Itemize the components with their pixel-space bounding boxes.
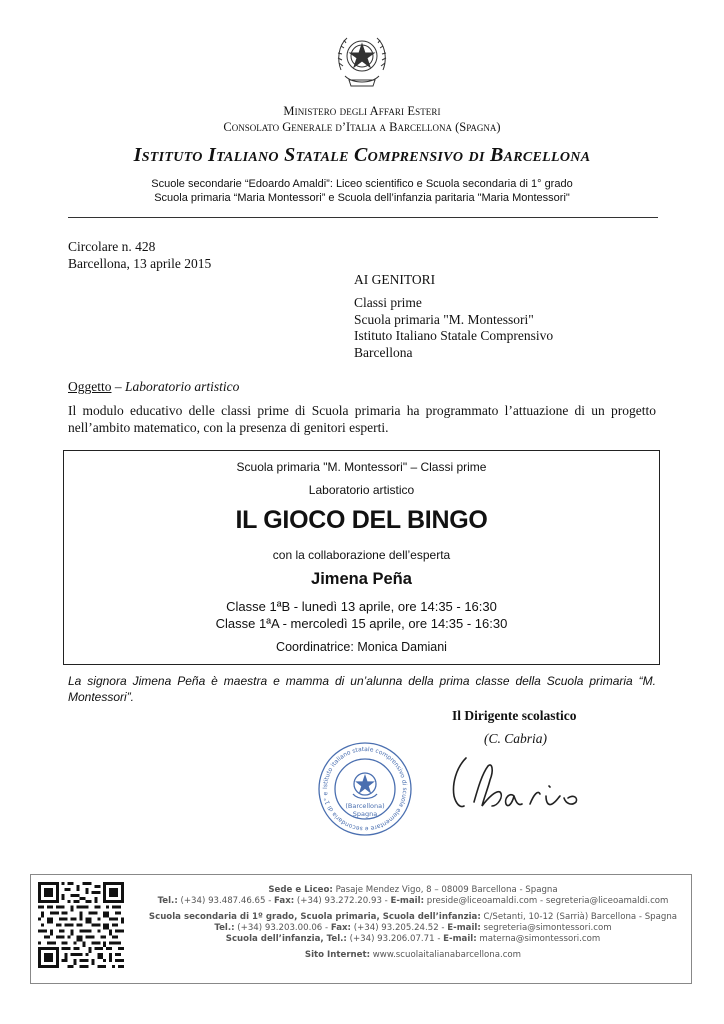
footer-infanzia-value: (+34) 93.206.07.71 - — [346, 934, 444, 944]
event-title: IL GIOCO DEL BINGO — [235, 506, 488, 534]
signatory-title: Il Dirigente scolastico — [452, 708, 577, 723]
footer-infanzia-label: Scuola dell’infanzia, Tel.: — [225, 934, 347, 944]
footer-secondaria-label: Scuola secondaria di 1º grado, Scuola primaria, Scuola dell’infanzia: — [148, 912, 481, 922]
recipient-line: Barcellona — [354, 344, 413, 360]
footer-fax1-label: Fax: — [274, 896, 295, 906]
subject-line — [68, 378, 239, 395]
footer-sede-label: Sede e Liceo: — [268, 885, 333, 895]
event-schedule-2: Classe 1ªA - mercoledì 15 aprile, ore 14:35 - 16:30 — [215, 616, 508, 631]
consolato-name: Consolato Generale d’Italia a Barcellona (Spagna) — [223, 120, 501, 134]
italian-emblem-icon — [335, 30, 389, 92]
stamp-city: (Barcellona) — [345, 802, 385, 810]
stamp-ring-text: Istituto italiano statale comprensivo di scuola elementare e secondaria di 1° e — [321, 745, 409, 833]
footer-email3-value[interactable]: materna@simontessori.com — [476, 934, 601, 944]
signatory-name: (C. Cabria) — [484, 731, 548, 746]
footer-website-line — [134, 950, 692, 960]
recipients-block — [354, 295, 553, 361]
footer-tel2-value: (+34) 93.203.00.06 - — [234, 923, 331, 933]
footer-website-link[interactable]: www.scuolaitalianabarcellona.com — [370, 950, 522, 960]
expert-note: La signora Jimena Peña è maestra e mamma di un’alunna della prima classe della Scuola primaria “M. Montessori”. — [68, 674, 656, 704]
event-schedule-1: Classe 1ªB - lunedì 13 aprile, ore 14:35 - 16:30 — [226, 599, 497, 614]
footer-email2-label: E-mail: — [447, 923, 481, 933]
footer-fax2-label: Fax: — [330, 923, 351, 933]
event-box — [63, 450, 660, 665]
institute-subtitle-1: Scuole secondarie “Edoardo Amaldi”: Liceo scientifico e Scuola secondaria di 1° grado — [151, 178, 573, 190]
footer-email2-value[interactable]: segreteria@simontessori.com — [480, 923, 612, 933]
event-lab: Laboratorio artistico — [308, 483, 415, 497]
recipient-line: Classi prime — [354, 295, 422, 310]
subject-value: Laboratorio artistico — [125, 379, 240, 394]
footer-email3-label: E-mail: — [443, 934, 477, 944]
footer-infanzia-line — [134, 934, 692, 944]
institute-subtitle-2: Scuola primaria “Maria Montessori” e Scuola dell’infanzia paritaria "Maria Montessori" — [154, 192, 570, 204]
school-stamp-icon — [316, 740, 414, 838]
footer-sede-value: Pasaje Mendez Vigo, 8 – 08009 Barcellona - Spagna — [332, 885, 558, 895]
footer-sede-line — [134, 885, 692, 895]
event-collaboration: con la collaborazione dell’esperta — [272, 548, 451, 562]
footer-contacts-2 — [134, 923, 692, 933]
event-school-line: Scuola primaria "M. Montessori" – Classi prime — [236, 460, 487, 474]
footer-secondaria-line — [134, 912, 692, 922]
footer-contacts-1 — [134, 896, 692, 906]
subject-label: Oggetto — [68, 379, 112, 394]
footer-fax1-value: (+34) 93.272.20.93 - — [294, 896, 391, 906]
footer-email1-value[interactable]: preside@liceoamaldi.com - segreteria@liceoamaldi.com — [424, 896, 669, 906]
subject-separator: – — [111, 379, 125, 394]
institute-title: Istituto Italiano Statale Comprensivo di Barcellona — [133, 144, 591, 166]
footer-website-label: Sito Internet: — [304, 950, 371, 960]
ministry-name: Ministero degli Affari Esteri — [283, 104, 441, 118]
event-expert-name: Jimena Peña — [311, 570, 412, 588]
footer-content — [30, 874, 692, 984]
handwritten-signature-icon — [448, 748, 584, 818]
footer-tel1-label: Tel.: — [157, 896, 178, 906]
footer-tel1-value: (+34) 93.487.46.65 - — [177, 896, 275, 906]
footer-email1-label: E-mail: — [390, 896, 425, 906]
footer-fax2-value: (+34) 93.205.24.52 - — [350, 923, 448, 933]
letter-date: Barcellona, 13 aprile 2015 — [68, 256, 212, 271]
footer-secondaria-value: C/Setanti, 10-12 (Sarrià) Barcellona - Spagna — [480, 912, 678, 922]
footer-tel2-label: Tel.: — [214, 923, 235, 933]
header-divider — [68, 217, 658, 218]
letter-body: Il modulo educativo delle classi prime di Scuola primaria ha programmato l’attuazione di un progetto nell’ambito matematico, con la presenza di genitori esperti. — [68, 403, 656, 435]
stamp-country: Spagna — [352, 810, 378, 818]
event-coordinator: Coordinatrice: Monica Damiani — [276, 640, 447, 654]
recipient-line: Istituto Italiano Statale Comprensivo — [354, 328, 554, 343]
circolare-number: Circolare n. 428 — [68, 239, 156, 254]
recipient-line: Scuola primaria "M. Montessori" — [354, 311, 534, 327]
recipients-heading: AI GENITORI — [354, 272, 436, 287]
